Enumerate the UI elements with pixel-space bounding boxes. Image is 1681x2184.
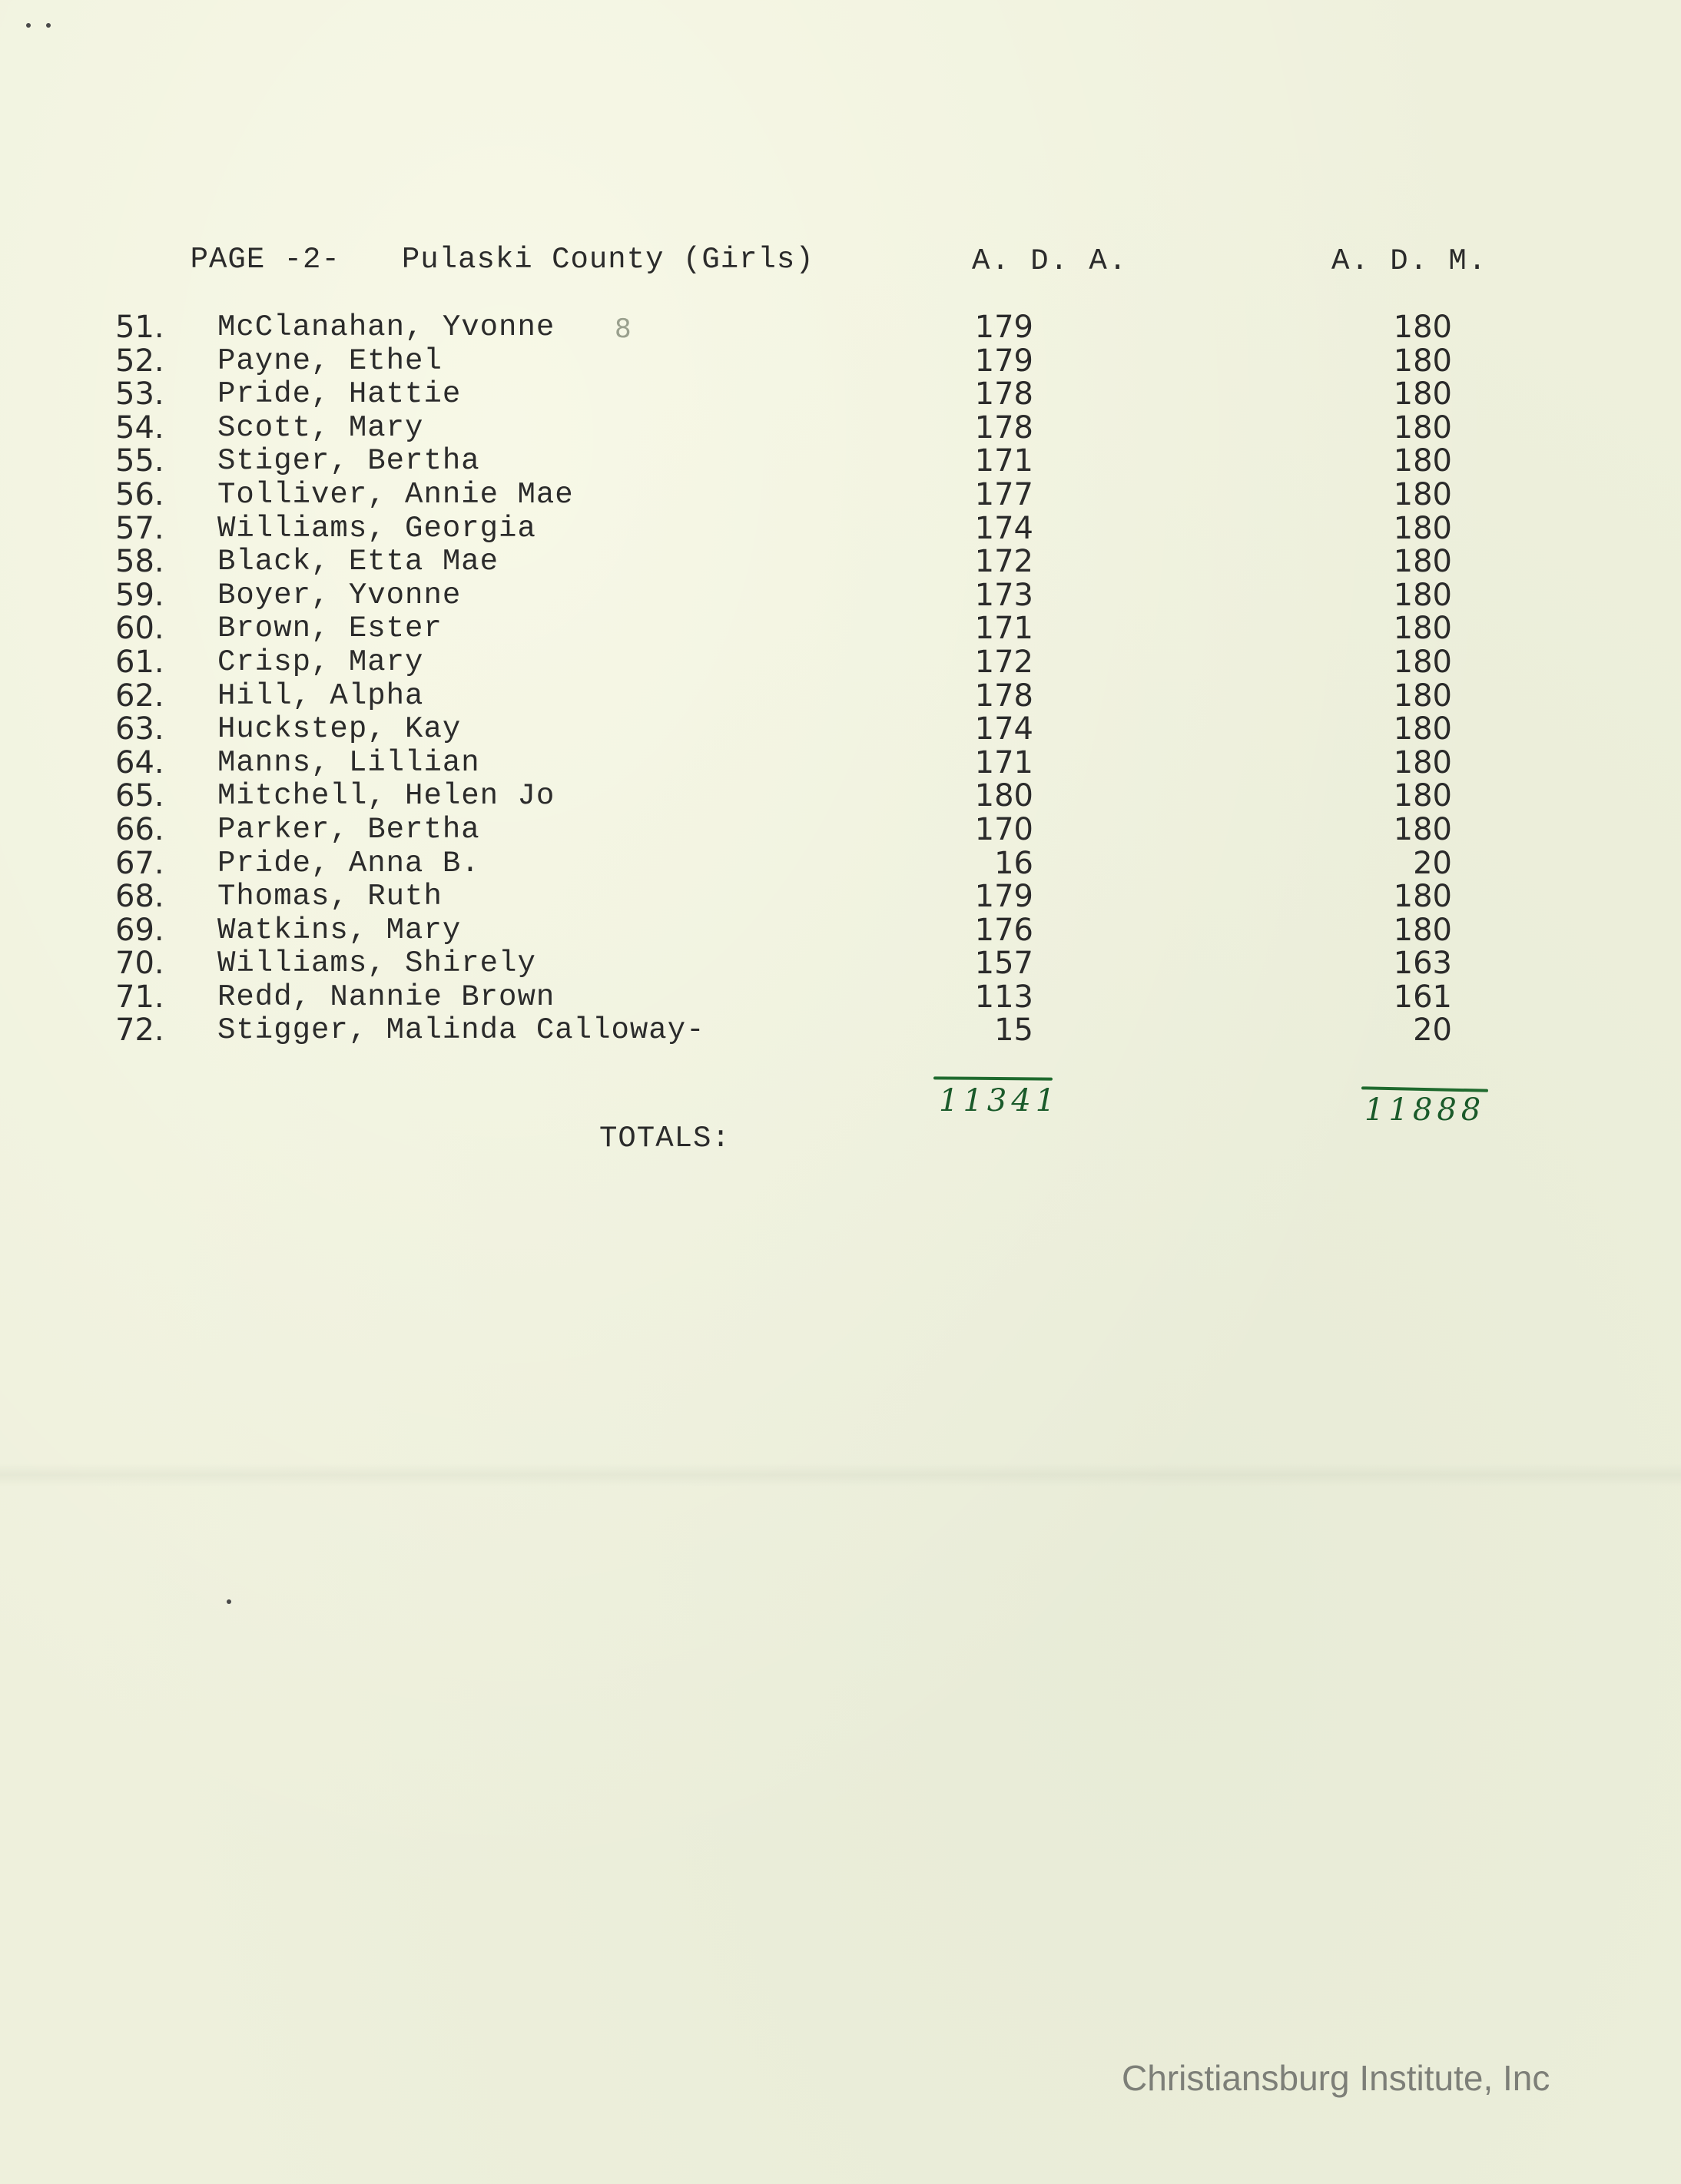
row-number: 68.: [115, 879, 164, 915]
adm-value: 180: [1393, 711, 1452, 747]
ada-value: 173: [974, 577, 1033, 613]
adm-value: 180: [1393, 376, 1452, 413]
ada-value: 177: [974, 476, 1033, 512]
student-name: Stigger, Malinda Calloway-: [217, 1013, 705, 1048]
student-name: Thomas, Ruth: [217, 880, 443, 914]
row-number: 60.: [115, 611, 164, 647]
student-name: Mitchell, Helen Jo: [217, 779, 555, 814]
adm-total-rule: [1361, 1086, 1488, 1092]
totals-label: TOTALS:: [599, 1122, 731, 1155]
adm-value: 180: [1393, 510, 1452, 546]
ada-value: 179: [974, 343, 1033, 379]
paper-speck: [227, 1599, 231, 1604]
adm-value: 180: [1393, 678, 1452, 714]
ada-value: 16: [994, 845, 1033, 881]
row-number: 72.: [115, 1012, 164, 1049]
ada-value: 172: [974, 644, 1033, 680]
row-number: 69.: [115, 912, 164, 948]
table-row: [115, 345, 1498, 379]
ada-value: 171: [974, 443, 1033, 479]
page-number-label: PAGE -2-: [190, 243, 340, 277]
student-name: Manns, Lillian: [217, 745, 480, 780]
table-row: [115, 847, 1498, 881]
table-row: [115, 512, 1498, 546]
row-number: 71.: [115, 979, 164, 1015]
student-name: Huckstep, Kay: [217, 712, 462, 747]
table-row: [115, 476, 1498, 512]
adm-value: 180: [1393, 544, 1452, 580]
row-number: 56.: [115, 476, 164, 512]
student-name: Black, Etta Mae: [217, 545, 499, 579]
student-name: Crisp, Mary: [217, 645, 424, 679]
row-number: 54.: [115, 409, 164, 446]
row-number: 51.: [115, 310, 164, 345]
row-number: 59.: [115, 577, 164, 613]
ada-value: 170: [974, 811, 1033, 847]
table-row: [115, 545, 1498, 579]
student-name: Stiger, Bertha: [217, 444, 480, 479]
student-name: Pride, Anna B.: [217, 846, 480, 880]
adm-value: 180: [1393, 409, 1452, 446]
adm-value: 20: [1413, 845, 1452, 881]
ada-value: 15: [994, 1012, 1033, 1049]
table-row: [115, 981, 1498, 1015]
table-row: [115, 744, 1498, 780]
table-row: [115, 811, 1498, 847]
adm-value: 180: [1393, 879, 1452, 915]
row-number: 58.: [115, 544, 164, 580]
table-row: [115, 780, 1498, 814]
ada-value: 174: [974, 711, 1033, 747]
table-row: [115, 914, 1498, 948]
row-number: 67.: [115, 845, 164, 881]
watermark: Christiansburg Institute, Inc: [1122, 2058, 1550, 2098]
adm-value: 161: [1393, 979, 1452, 1015]
page-header: [115, 209, 814, 310]
row-number: 52.: [115, 343, 164, 379]
table-row: [115, 713, 1498, 747]
row-number: 61.: [115, 644, 164, 680]
student-name: Scott, Mary: [217, 410, 424, 445]
table-row: [115, 680, 1498, 714]
ada-value: 178: [974, 376, 1033, 413]
row-number: 57.: [115, 510, 164, 546]
adm-value: 180: [1393, 744, 1452, 780]
adm-value: 180: [1393, 577, 1452, 613]
student-name: McClanahan, Yvonne: [217, 310, 555, 344]
adm-value: 180: [1393, 644, 1452, 680]
student-name: Redd, Nannie Brown: [217, 979, 555, 1014]
adm-value: 163: [1393, 946, 1452, 982]
adm-column-header: A. D. M.: [1331, 244, 1488, 278]
paper-fold-shadow: [0, 1463, 1681, 1486]
adm-value: 20: [1413, 1012, 1452, 1049]
ada-value: 171: [974, 611, 1033, 647]
adm-total: 11888: [1364, 1092, 1486, 1128]
row-number: 55.: [115, 443, 164, 479]
adm-value: 180: [1393, 443, 1452, 479]
table-row: [115, 947, 1498, 981]
adm-value: 180: [1393, 476, 1452, 512]
student-name: Hill, Alpha: [217, 678, 424, 713]
row-number: 53.: [115, 376, 164, 413]
adm-value: 180: [1393, 310, 1452, 345]
adm-value: 180: [1393, 343, 1452, 379]
table-row: [115, 646, 1498, 680]
table-row: [115, 445, 1498, 479]
page-title: Pulaski County (Girls): [401, 243, 814, 277]
student-name: Tolliver, Annie Mae: [217, 477, 574, 512]
row-number: 66.: [115, 811, 164, 847]
ada-total: 11341: [939, 1083, 1060, 1119]
table-row: [115, 311, 1498, 345]
table-row: [115, 880, 1498, 914]
ada-value: 178: [974, 409, 1033, 446]
ada-value: 178: [974, 678, 1033, 714]
row-number: 62.: [115, 678, 164, 714]
student-name: Pride, Hattie: [217, 377, 462, 412]
ada-column-header: A. D. A.: [972, 244, 1129, 278]
student-name: Watkins, Mary: [217, 913, 462, 947]
student-name: Williams, Georgia: [217, 511, 536, 545]
table-row: [115, 1014, 1498, 1048]
row-number: 63.: [115, 711, 164, 747]
adm-value: 180: [1393, 912, 1452, 948]
ada-value: 176: [974, 912, 1033, 948]
row-number: 65.: [115, 778, 164, 814]
student-name: Parker, Bertha: [217, 812, 480, 847]
adm-value: 180: [1393, 611, 1452, 647]
student-roster-table: [115, 311, 1498, 1048]
table-row: [115, 378, 1498, 412]
ada-value: 157: [974, 946, 1033, 982]
table-row: [115, 579, 1498, 613]
paper-speck: [26, 23, 31, 28]
adm-value: 180: [1393, 778, 1452, 814]
ada-value: 179: [974, 879, 1033, 915]
student-name: Boyer, Yvonne: [217, 578, 462, 612]
student-name: Brown, Ester: [217, 611, 443, 646]
ada-value: 174: [974, 510, 1033, 546]
ada-value: 179: [974, 310, 1033, 345]
row-number: 70.: [115, 946, 164, 982]
ada-value: 172: [974, 544, 1033, 580]
ada-total-rule: [933, 1076, 1053, 1080]
paper-speck: [46, 23, 51, 28]
table-row: [115, 409, 1498, 446]
adm-value: 180: [1393, 811, 1452, 847]
row-number: 64.: [115, 744, 164, 780]
ada-value: 171: [974, 744, 1033, 780]
table-row: [115, 612, 1498, 646]
margin-note: 8: [615, 313, 632, 344]
ada-value: 113: [974, 979, 1033, 1015]
student-name: Payne, Ethel: [217, 343, 443, 378]
ada-value: 180: [974, 778, 1033, 814]
student-name: Williams, Shirely: [217, 946, 536, 981]
